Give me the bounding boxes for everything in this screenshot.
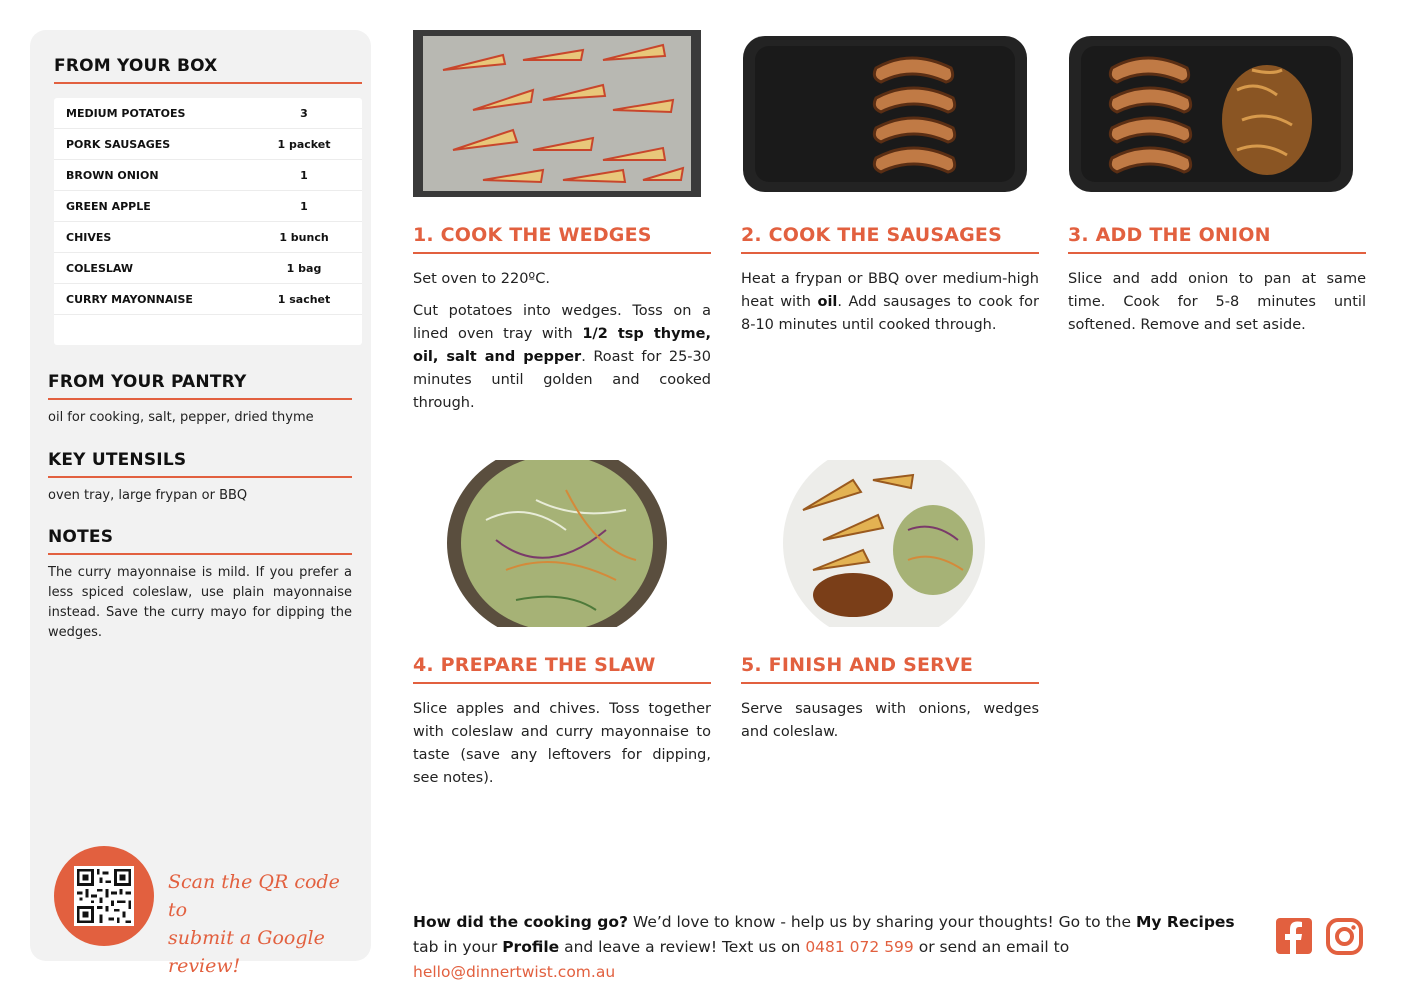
ingredient-name: PORK SAUSAGES xyxy=(66,137,171,151)
profile-label: Profile xyxy=(502,938,560,956)
ingredient-name: CURRY MAYONNAISE xyxy=(66,292,193,306)
text-run: . Add sausages to cook for 8-10 minutes until cooked through. xyxy=(741,294,1039,333)
section-divider xyxy=(413,252,711,254)
ingredients-sidebar xyxy=(30,30,371,977)
utensils-title: KEY UTENSILS xyxy=(48,450,187,470)
slaw-bowl-photo xyxy=(446,460,668,627)
text-run: and leave a review! Text us on xyxy=(559,938,806,956)
ingredient-name: MEDIUM POTATOES xyxy=(66,106,186,120)
from-your-box-title: FROM YOUR BOX xyxy=(54,56,218,76)
step-title: 1. COOK THE WEDGES xyxy=(413,224,652,246)
pantry-text: oil for cooking, salt, pepper, dried thyme xyxy=(48,410,314,425)
qr-badge xyxy=(54,846,154,946)
table-row xyxy=(54,222,362,253)
notes-section xyxy=(48,527,352,643)
utensils-text: oven tray, large frypan or BBQ xyxy=(48,488,248,503)
table-row xyxy=(54,129,362,160)
step-text xyxy=(413,698,711,790)
section-divider xyxy=(741,252,1039,254)
ingredient-name: CHIVES xyxy=(66,230,112,244)
text-run: We’d love to know - help us by sharing your thoughts! Go to the xyxy=(627,913,1136,931)
ingredient-qty: 1 xyxy=(300,199,308,213)
step-title: 3. ADD THE ONION xyxy=(1068,224,1271,246)
step-text xyxy=(1068,268,1366,337)
ingredient-qty: 1 xyxy=(300,168,308,182)
ingredient-qty: 1 sachet xyxy=(277,292,331,306)
section-divider xyxy=(413,682,711,684)
ingredient-qty: 1 bunch xyxy=(279,230,329,244)
table-row xyxy=(54,284,362,315)
ingredient-qty: 1 packet xyxy=(277,137,331,151)
step-title: 4. PREPARE THE SLAW xyxy=(413,654,656,676)
step-5 xyxy=(741,654,1039,744)
step-text xyxy=(741,268,1039,337)
step-text xyxy=(741,698,1039,744)
step-text xyxy=(413,268,711,415)
qr-cta-line-1: Scan the QR code to xyxy=(168,871,340,921)
qr-code-icon[interactable] xyxy=(74,866,134,926)
table-row xyxy=(54,253,362,284)
step-paragraph: Set oven to 220ºC. xyxy=(413,271,550,287)
section-divider xyxy=(48,553,352,555)
notes-text: The curry mayonnaise is mild. If you prefer a less spiced coleslaw, use plain mayonnaise instead. Save the curry mayo for dipping the wedges. xyxy=(48,565,352,640)
pantry-section xyxy=(48,372,352,428)
step-3 xyxy=(1068,224,1366,337)
text-run: or send an email to xyxy=(913,938,1070,956)
plated-dish-photo xyxy=(783,460,986,627)
step-paragraph: Serve sausages with onions, wedges and coleslaw. xyxy=(741,701,1039,740)
step-paragraph: Slice and add onion to pan at same time. Cook for 5-8 minutes until softened. Remove and set aside. xyxy=(1068,271,1366,333)
footer-question: How did the cooking go? xyxy=(413,913,628,931)
table-row xyxy=(54,98,362,129)
text-run: tab in your xyxy=(413,938,503,956)
text-run: Heat a frypan or BBQ over medium-high heat with xyxy=(741,271,1039,310)
bold-text: 1/2 tsp thyme, oil, salt and pepper xyxy=(413,326,712,365)
onion-grill-photo xyxy=(1067,30,1355,197)
table-row xyxy=(54,160,362,191)
section-divider xyxy=(1068,252,1366,254)
utensils-section xyxy=(48,450,352,506)
section-divider xyxy=(48,398,352,400)
section-divider xyxy=(54,82,362,84)
text-run: Cut potatoes into wedges. Toss on a lined oven tray with xyxy=(413,303,711,342)
instagram-icon[interactable] xyxy=(1326,918,1363,955)
step-2 xyxy=(741,224,1039,337)
step-paragraph xyxy=(741,268,1039,337)
qr-cta-line-2: submit a Google review! xyxy=(168,927,325,977)
phone-link[interactable]: 0481 072 599 xyxy=(805,938,914,956)
email-link[interactable]: hello@dinnertwist.com.au xyxy=(413,963,616,981)
notes-title: NOTES xyxy=(48,527,114,547)
my-recipes-label: My Recipes xyxy=(1135,913,1235,931)
ingredient-name: COLESLAW xyxy=(66,261,134,275)
step-paragraph: Slice apples and chives. Toss together with coleslaw and curry mayonnaise to taste (save any leftovers for dipping, see notes). xyxy=(413,701,711,786)
step-4 xyxy=(413,654,711,790)
step-title: 5. FINISH AND SERVE xyxy=(741,654,974,676)
review-footer xyxy=(413,910,1263,985)
text-run: . Roast for 25-30 minutes until golden and cooked through. xyxy=(413,349,711,411)
wedges-tray-photo xyxy=(413,30,701,197)
step-paragraph xyxy=(413,300,711,415)
bold-text: oil xyxy=(817,294,838,310)
ingredient-qty: 3 xyxy=(300,106,308,120)
pantry-title: FROM YOUR PANTRY xyxy=(48,372,247,392)
table-row xyxy=(54,191,362,222)
section-divider xyxy=(48,476,352,478)
step-title: 2. COOK THE SAUSAGES xyxy=(741,224,1002,246)
qr-call-to-action xyxy=(168,868,358,980)
step-1 xyxy=(413,224,711,415)
section-divider xyxy=(741,682,1039,684)
ingredients-table xyxy=(54,98,362,345)
ingredient-qty: 1 bag xyxy=(286,261,322,275)
ingredient-name: GREEN APPLE xyxy=(66,199,151,213)
facebook-icon[interactable] xyxy=(1276,918,1312,954)
sausages-grill-photo xyxy=(741,30,1029,197)
ingredient-name: BROWN ONION xyxy=(66,168,159,182)
